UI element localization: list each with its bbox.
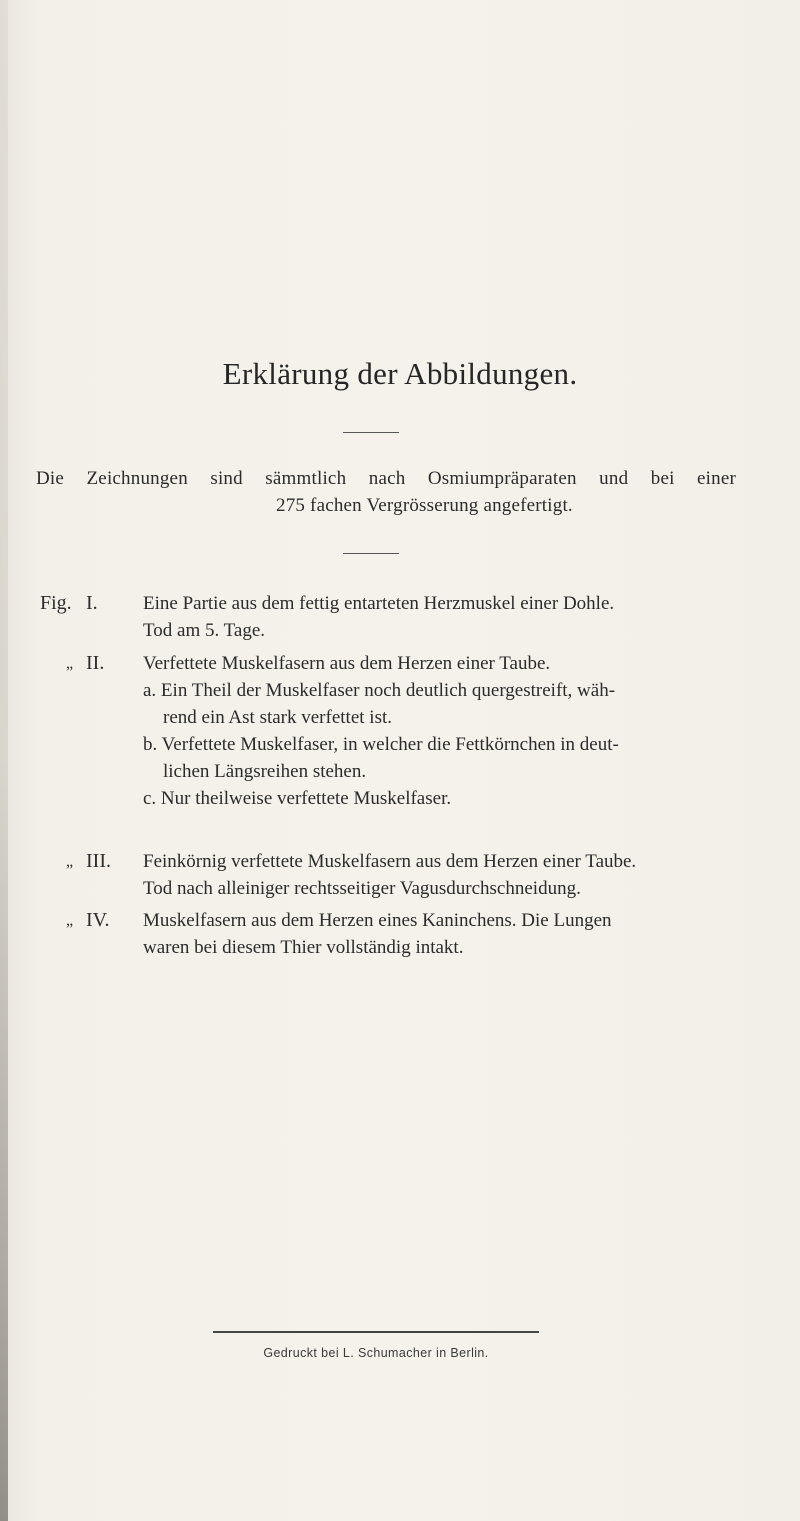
description-line: Eine Partie aus dem fettig entarteten Herzmuskel einer Dohle. — [143, 593, 615, 614]
page-edge-shadow — [0, 0, 8, 1521]
description-line: Feinkörnig verfettete Muskelfasern aus dem Herzen einer Taube. — [143, 851, 637, 872]
subitem-c: c. Nur theilweise verfettete Muskelfaser. — [143, 788, 452, 809]
figure-description — [143, 848, 768, 902]
divider-rule — [343, 432, 399, 433]
description-line: waren bei diesem Thier vollständig intakt. — [143, 937, 464, 958]
description-line: Verfettete Muskelfasern aus dem Herzen einer Taube. — [143, 653, 551, 674]
figure-ditto-mark: „ — [66, 853, 74, 870]
description-line: Tod am 5. Tage. — [143, 620, 266, 641]
subitem-a: a. Ein Theil der Muskelfaser noch deutlich quergestreift, wäh- — [143, 680, 616, 701]
subitem-a-continuation: rend ein Ast stark verfettet ist. — [163, 707, 392, 728]
intro-line-1: Die Zeichnungen sind sämmtlich nach Osmiumpräparaten und bei einer — [36, 468, 736, 489]
page-title: Erklärung der Abbildungen. — [222, 356, 578, 391]
printer-imprint: Gedruckt bei L. Schumacher in Berlin. — [263, 1346, 489, 1360]
figure-numeral: IV. — [86, 909, 110, 931]
figure-numeral: III. — [86, 850, 111, 872]
subitem-b: b. Verfettete Muskelfaser, in welcher die Fettkörnchen in deut- — [143, 734, 619, 755]
figure-numeral: I. — [86, 592, 98, 614]
figure-ditto-mark: „ — [66, 912, 74, 929]
divider-rule — [343, 553, 399, 554]
description-line: Muskelfasern aus dem Herzen eines Kaninchens. Die Lungen — [143, 910, 612, 931]
figure-numeral: II. — [86, 652, 105, 674]
figure-ditto-mark: „ — [66, 655, 74, 672]
footer-rule — [213, 1331, 539, 1333]
figure-prefix: Fig. — [40, 592, 72, 614]
figure-description — [143, 907, 768, 961]
figure-description — [143, 590, 768, 644]
subitem-b-continuation: lichen Längsreihen stehen. — [163, 761, 367, 782]
intro-paragraph — [36, 465, 736, 519]
figure-description — [143, 650, 768, 812]
intro-line-2: 275 fachen Vergrösserung angefertigt. — [276, 495, 573, 516]
description-line: Tod nach alleiniger rechtsseitiger Vagusdurchschneidung. — [143, 878, 581, 899]
